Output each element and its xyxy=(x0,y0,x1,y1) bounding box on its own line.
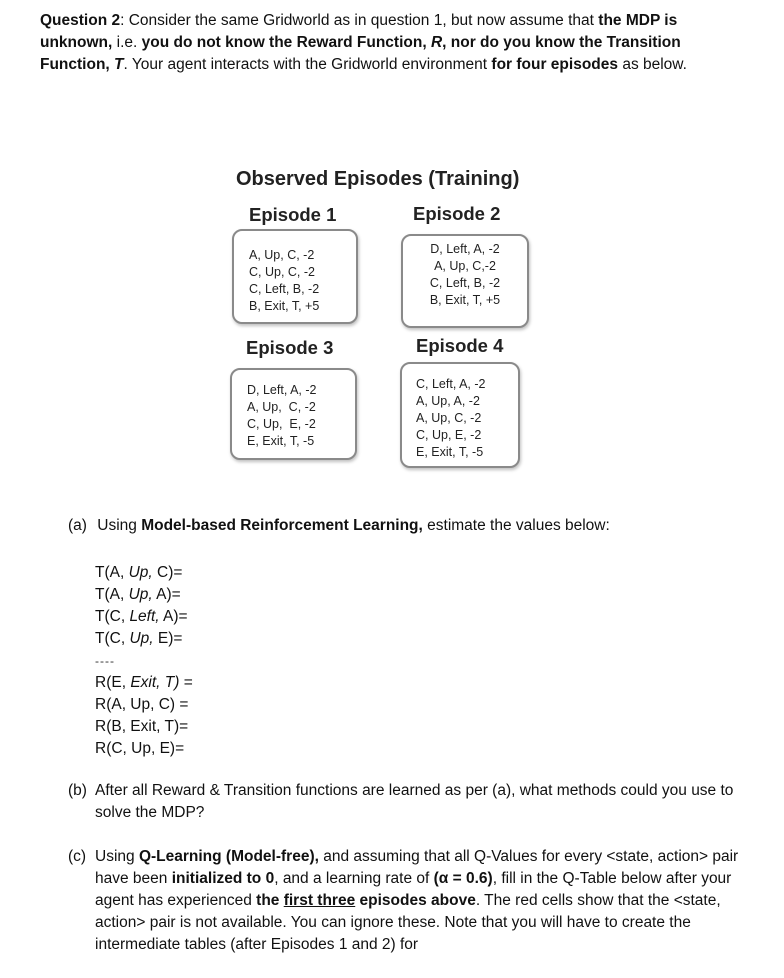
episode-line: D, Left, A, -2 xyxy=(430,242,500,256)
episode-line: B, Exit, T, +5 xyxy=(429,293,501,307)
question-bold-4: for four episodes xyxy=(491,56,619,73)
part-a-text-1: Using xyxy=(97,517,142,534)
episode-4-box xyxy=(400,362,520,468)
episode-line: C, Left, B, -2 xyxy=(429,276,501,290)
episode-2-box xyxy=(401,234,529,328)
question-intro xyxy=(40,10,740,76)
episode-1-box xyxy=(232,229,358,324)
part-a-label: (a) xyxy=(68,517,87,534)
reward-row: R(B, Exit, T)= xyxy=(95,718,189,735)
question-text-1: : Consider the same Gridworld as in question 1, but now assume that xyxy=(120,12,599,29)
question-text-3: . Your agent interacts with the Gridworld environment xyxy=(123,56,492,73)
episode-line: A, Up, C, -2 xyxy=(416,411,482,425)
question-label: Question 2 xyxy=(40,12,121,29)
question-text-2: i.e. xyxy=(112,34,142,51)
episode-line: E, Exit, T, -5 xyxy=(247,434,315,448)
episode-3-box xyxy=(230,368,357,460)
reward-row: R(C, Up, E)= xyxy=(95,740,185,757)
question-bold-1: the MDP is unknown, xyxy=(40,12,678,51)
episode-line: A, Up, C, -2 xyxy=(249,248,315,262)
episode-line: E, Exit, T, -5 xyxy=(416,445,484,459)
episode-line: C, Left, A, -2 xyxy=(416,377,486,391)
episode-line: C, Up, E, -2 xyxy=(247,417,316,431)
part-a-bold: Model-based Reinforcement Learning, xyxy=(141,517,423,534)
part-b-label: (b) xyxy=(68,782,87,799)
transition-row: T(A, Up, C)= xyxy=(95,564,183,581)
figure-title: Observed Episodes (Training) xyxy=(236,168,520,190)
episode-line: A, Up, C, -2 xyxy=(247,400,316,414)
episode-line: C, Up, E, -2 xyxy=(416,428,482,442)
transition-row: T(C, Left, A)= xyxy=(95,608,188,625)
episode-4-label: Episode 4 xyxy=(416,335,504,356)
transition-estimates xyxy=(95,562,188,650)
episode-line: C, Up, C, -2 xyxy=(249,265,315,279)
episode-line: A, Up, C,-2 xyxy=(434,259,496,273)
part-a-text-2: estimate the values below: xyxy=(422,517,610,534)
separator: ---- xyxy=(95,654,115,668)
reward-estimates xyxy=(95,672,193,760)
episode-line: B, Exit, T, +5 xyxy=(249,299,320,313)
reward-row: R(A, Up, C) = xyxy=(95,696,189,713)
episode-line: D, Left, A, -2 xyxy=(247,383,317,397)
episode-1-label: Episode 1 xyxy=(249,204,337,225)
reward-symbol: R xyxy=(430,34,443,51)
part-c-text: Using Q-Learning (Model-free), and assuming that all Q-Values for every <state, action> pair have been initialized to 0, and a learning rate of (α = 0.6), fill in the Q-Table below after your agent has experienced the first three episodes above. The red cells show that the <state, action> pair is not available. You can ignore these. Note that you will have to create the intermediate tables (after Episodes 1 and 2) for xyxy=(95,848,739,953)
transition-symbol: T xyxy=(114,56,124,73)
question-bold-3: , nor do you know the Transition Function, xyxy=(40,34,681,73)
part-a-prompt xyxy=(68,515,610,537)
transition-row: T(A, Up, A)= xyxy=(95,586,181,603)
part-b-text: After all Reward & Transition functions are learned as per (a), what methods could you use to solve the MDP? xyxy=(95,782,734,821)
reward-row: R(E, Exit, T) = xyxy=(95,674,193,691)
part-c xyxy=(68,846,758,956)
episode-2-label: Episode 2 xyxy=(413,203,501,224)
episode-line: C, Left, B, -2 xyxy=(249,282,320,296)
question-text-4: as below. xyxy=(618,56,687,73)
part-b xyxy=(68,780,748,824)
part-c-label: (c) xyxy=(68,848,87,865)
question-bold-2: you do not know the Reward Function, xyxy=(141,34,431,51)
episode-3-label: Episode 3 xyxy=(246,337,334,358)
transition-row: T(C, Up, E)= xyxy=(95,630,183,647)
episode-line: A, Up, A, -2 xyxy=(416,394,480,408)
